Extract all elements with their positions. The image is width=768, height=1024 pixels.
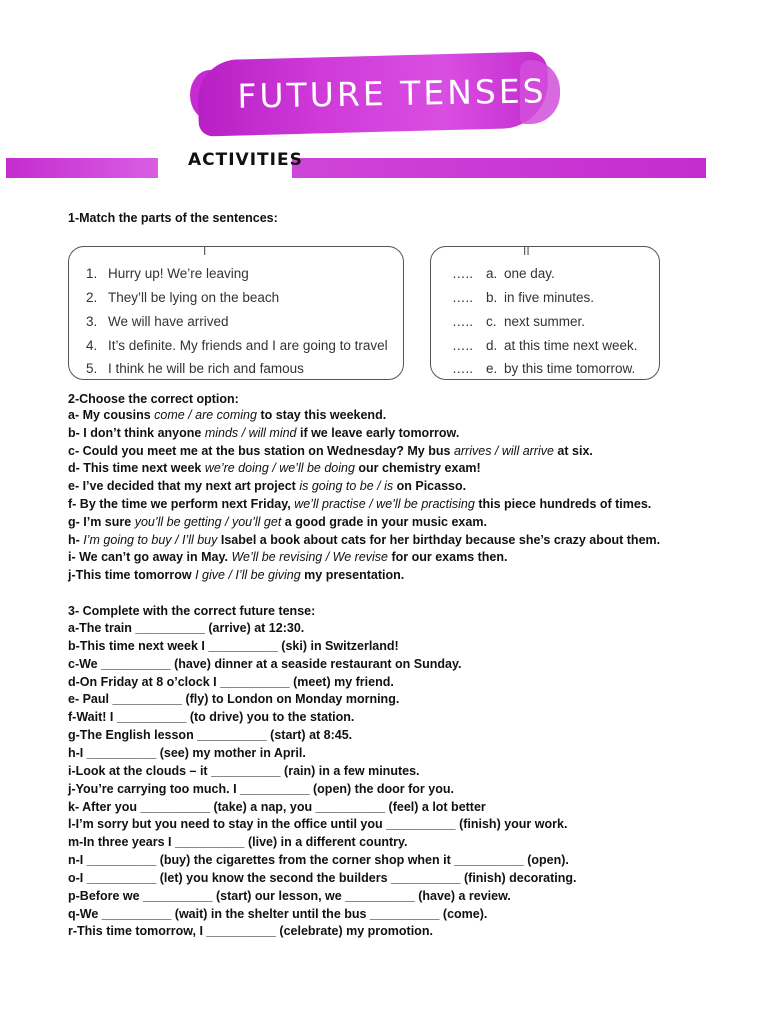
item-prefix: h- bbox=[68, 532, 84, 547]
match-left-item bbox=[86, 314, 229, 329]
match-right-item bbox=[452, 361, 635, 376]
match-right-item bbox=[452, 314, 585, 329]
item-suffix: at six. bbox=[553, 443, 593, 458]
item-text: It’s definite. My friends and I are going to travel bbox=[108, 338, 388, 353]
exercise2-item bbox=[68, 443, 593, 460]
item-options: is going to be / is bbox=[299, 479, 394, 494]
item-text: I think he will be rich and famous bbox=[108, 361, 304, 376]
item-text: next summer. bbox=[504, 314, 586, 329]
exercise3-item: m-In three years I __________ (live) in a different country. bbox=[68, 835, 408, 850]
exercise2-item bbox=[68, 460, 481, 477]
item-letter: a. bbox=[486, 266, 498, 281]
item-options: I give / I’ll be giving bbox=[195, 568, 301, 583]
item-letter: b. bbox=[486, 290, 498, 305]
exercise3-item: b-This time next week I __________ (ski) in Switzerland! bbox=[68, 638, 399, 653]
item-suffix: Isabel a book about cats for her birthday because she’s crazy about them. bbox=[217, 532, 661, 547]
item-options: we’ll practise / we’ll be practising bbox=[294, 497, 475, 511]
item-text: one day. bbox=[504, 266, 555, 281]
item-prefix: f- By the time we perform next Friday, bbox=[68, 497, 295, 511]
item-suffix: our chemistry exam! bbox=[354, 461, 481, 476]
exercise2-item bbox=[68, 549, 508, 566]
item-text: by this time tomorrow. bbox=[504, 361, 636, 376]
exercise3-item: r-This time tomorrow, I __________ (celebrate) my promotion. bbox=[68, 924, 433, 939]
item-number: 5. bbox=[86, 361, 98, 376]
exercise2-heading: 2-Choose the correct option: bbox=[68, 392, 239, 406]
item-number: 3. bbox=[86, 314, 98, 329]
item-letter: c. bbox=[486, 314, 497, 329]
item-suffix: if we leave early tomorrow. bbox=[296, 425, 460, 440]
exercise2-item bbox=[68, 532, 660, 549]
item-prefix: g- I’m sure bbox=[68, 514, 135, 529]
subtitle-bar-left bbox=[6, 158, 158, 178]
answer-blank: ….. bbox=[452, 314, 474, 329]
exercise2-item bbox=[68, 514, 487, 531]
item-letter: d. bbox=[486, 338, 498, 353]
exercise3-item: i-Look at the clouds – it __________ (rain) in a few minutes. bbox=[68, 763, 420, 778]
exercise3-item: k- After you __________ (take) a nap, you __________ (feel) a lot better bbox=[68, 799, 486, 814]
item-text: at this time next week. bbox=[504, 338, 638, 353]
column-label-i: I bbox=[203, 244, 207, 258]
exercise3-item: p-Before we __________ (start) our lesson, we __________ (have) a review. bbox=[68, 888, 511, 903]
exercise3-item: g-The English lesson __________ (start) at 8:45. bbox=[68, 728, 353, 743]
match-left-item bbox=[86, 361, 304, 376]
page-title: FUTURE TENSES bbox=[237, 71, 547, 116]
answer-blank: ….. bbox=[452, 266, 474, 281]
exercise3-item: e- Paul __________ (fly) to London on Monday morning. bbox=[68, 692, 400, 707]
item-number: 4. bbox=[86, 338, 98, 353]
section-subtitle: ACTIVITIES bbox=[188, 150, 303, 170]
exercise3-item: a-The train __________ (arrive) at 12:30. bbox=[68, 621, 305, 635]
item-text: Hurry up! We’re leaving bbox=[108, 266, 249, 281]
exercise3-item: f-Wait! I __________ (to drive) you to the station. bbox=[68, 710, 355, 725]
exercise2-item bbox=[68, 478, 466, 495]
exercise3-item: n-I __________ (buy) the cigarettes from the corner shop when it __________ (open). bbox=[68, 853, 569, 868]
item-prefix: i- We can’t go away in May. bbox=[68, 550, 232, 565]
answer-blank: ….. bbox=[452, 338, 474, 353]
item-suffix: my presentation. bbox=[300, 568, 405, 583]
exercise3-item: l-I’m sorry but you need to stay in the office until you __________ (finish) your work. bbox=[68, 817, 568, 832]
item-prefix: d- This time next week bbox=[68, 461, 205, 476]
match-left-item bbox=[86, 338, 388, 353]
column-label-ii: II bbox=[523, 244, 530, 258]
item-options: we’re doing / we’ll be doing bbox=[204, 461, 355, 476]
exercise3-item: q-We __________ (wait) in the shelter until the bus __________ (come). bbox=[68, 906, 488, 921]
match-right-item bbox=[452, 290, 594, 305]
item-text: They’ll be lying on the beach bbox=[108, 290, 280, 305]
item-letter: e. bbox=[486, 361, 498, 376]
item-suffix: to stay this weekend. bbox=[256, 408, 387, 422]
exercise3-item: c-We __________ (have) dinner at a seaside restaurant on Sunday. bbox=[68, 656, 462, 671]
item-number: 2. bbox=[86, 290, 98, 305]
item-options: I’m going to buy / I’ll buy bbox=[83, 532, 218, 547]
item-options: minds / will mind bbox=[204, 425, 297, 440]
answer-blank: ….. bbox=[452, 361, 474, 376]
item-suffix: on Picasso. bbox=[393, 479, 467, 494]
match-left-item bbox=[86, 266, 249, 281]
item-prefix: a- My cousins bbox=[68, 408, 155, 422]
exercise3-item: j-You’re carrying too much. I __________ (open) the door for you. bbox=[68, 781, 454, 796]
exercise1-heading: 1-Match the parts of the sentences: bbox=[68, 211, 278, 225]
answer-blank: ….. bbox=[452, 290, 474, 305]
item-suffix: this piece hundreds of times. bbox=[474, 497, 652, 511]
item-options: We’ll be revising / We revise bbox=[231, 550, 389, 565]
exercise2-item bbox=[68, 496, 651, 513]
item-number: 1. bbox=[86, 266, 98, 281]
exercise3-item: o-I __________ (let) you know the second the builders __________ (finish) decorating. bbox=[68, 870, 577, 885]
exercise3-heading: 3- Complete with the correct future tense: bbox=[68, 604, 316, 618]
exercise2-item bbox=[68, 425, 459, 442]
exercise2-item bbox=[68, 567, 404, 584]
item-prefix: j-This time tomorrow bbox=[68, 568, 196, 583]
item-suffix: for our exams then. bbox=[388, 550, 508, 565]
exercise3-item: d-On Friday at 8 o’clock I __________ (meet) my friend. bbox=[68, 674, 394, 689]
item-options: arrives / will arrive bbox=[453, 443, 554, 458]
exercise2-item bbox=[68, 407, 386, 424]
subtitle-bar-right bbox=[292, 158, 706, 178]
match-right-item bbox=[452, 338, 638, 353]
item-prefix: c- Could you meet me at the bus station on Wednesday? My bus bbox=[68, 443, 454, 458]
exercise3-item: h-I __________ (see) my mother in April. bbox=[68, 745, 306, 760]
item-options: come / are coming bbox=[154, 408, 257, 422]
item-options: you’ll be getting / you’ll get bbox=[134, 514, 282, 529]
item-text: in five minutes. bbox=[504, 290, 595, 305]
item-prefix: b- I don’t think anyone bbox=[68, 425, 205, 440]
match-right-item bbox=[452, 266, 555, 281]
item-text: We will have arrived bbox=[108, 314, 229, 329]
match-left-item bbox=[86, 290, 279, 305]
item-prefix: e- I’ve decided that my next art project bbox=[68, 479, 300, 494]
item-suffix: a good grade in your music exam. bbox=[281, 514, 487, 529]
